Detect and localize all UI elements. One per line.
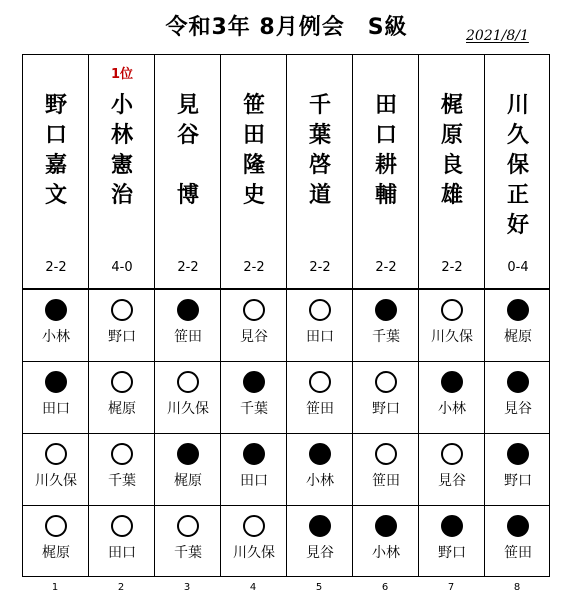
result-cell — [155, 361, 221, 433]
black-circle-icon — [243, 443, 265, 465]
player-column-6 — [353, 55, 419, 289]
opponent-name: 野口 — [372, 401, 400, 417]
player-name-char: 見 — [176, 93, 199, 118]
row-divider — [23, 433, 550, 434]
black-circle-icon — [177, 299, 199, 321]
opponent-name: 小林 — [438, 401, 466, 417]
player-score: 2-2 — [309, 260, 331, 275]
page-title: 令和3年 8月例会 S級 — [165, 15, 408, 40]
black-circle-icon — [507, 371, 529, 393]
player-column-7 — [419, 55, 485, 289]
result-cell — [485, 361, 550, 433]
white-circle-icon — [309, 299, 331, 321]
player-name-char: 田 — [374, 93, 397, 118]
player-column-8 — [485, 55, 550, 289]
opponent-name: 川久保 — [35, 473, 77, 489]
player-name-char: 嘉 — [44, 153, 67, 178]
white-circle-icon — [243, 299, 265, 321]
black-circle-icon — [507, 515, 529, 537]
black-circle-icon — [45, 299, 67, 321]
player-name-char: 好 — [506, 213, 529, 238]
opponent-name: 野口 — [438, 545, 466, 561]
black-circle-icon — [375, 515, 397, 537]
opponent-name: 梶原 — [504, 329, 532, 345]
black-circle-icon — [309, 515, 331, 537]
opponent-name: 見谷 — [438, 473, 466, 489]
player-name — [221, 91, 287, 211]
white-circle-icon — [243, 515, 265, 537]
player-name — [89, 91, 155, 211]
player-score: 2-2 — [243, 260, 265, 275]
column-number: 5 — [315, 582, 323, 593]
player-name-char: 治 — [110, 183, 133, 208]
result-cell — [287, 505, 353, 577]
opponent-name: 見谷 — [240, 329, 268, 345]
result-cell — [89, 361, 155, 433]
opponent-name: 千葉 — [108, 473, 136, 489]
result-cell — [155, 289, 221, 361]
player-name — [485, 91, 550, 241]
opponent-name: 千葉 — [372, 329, 400, 345]
player-name-char: 谷 — [176, 123, 199, 148]
white-circle-icon — [111, 515, 133, 537]
black-circle-icon — [243, 371, 265, 393]
white-circle-icon — [441, 443, 463, 465]
rank-label: 1位 — [110, 67, 134, 82]
player-name-char: 久 — [506, 123, 529, 148]
player-score: 4-0 — [111, 260, 133, 275]
result-cell — [353, 505, 419, 577]
opponent-name: 田口 — [42, 401, 70, 417]
result-cell — [287, 433, 353, 505]
opponent-name: 田口 — [306, 329, 334, 345]
column-divider — [88, 55, 89, 577]
white-circle-icon — [375, 443, 397, 465]
player-name-char: 林 — [110, 123, 133, 148]
player-name-char: 原 — [440, 123, 463, 148]
player-name-char: 輔 — [374, 183, 397, 208]
result-cell — [419, 505, 485, 577]
result-cell — [89, 433, 155, 505]
column-number: 1 — [51, 582, 59, 593]
result-cell — [353, 433, 419, 505]
player-name-char: 文 — [44, 183, 67, 208]
result-cell — [155, 505, 221, 577]
result-cell — [221, 505, 287, 577]
player-name-char: 葉 — [308, 123, 331, 148]
player-name-char: 博 — [176, 183, 199, 208]
black-circle-icon — [441, 515, 463, 537]
white-circle-icon — [375, 371, 397, 393]
column-number: 6 — [381, 582, 389, 593]
opponent-name: 川久保 — [233, 545, 275, 561]
column-number: 3 — [183, 582, 191, 593]
column-divider — [484, 55, 485, 577]
column-number: 2 — [117, 582, 125, 593]
result-cell — [419, 361, 485, 433]
player-name-char: 道 — [308, 183, 331, 208]
result-cell — [221, 289, 287, 361]
result-cell — [23, 361, 89, 433]
player-name-char: 雄 — [440, 183, 463, 208]
white-circle-icon — [177, 371, 199, 393]
result-cell — [221, 433, 287, 505]
opponent-name: 川久保 — [167, 401, 209, 417]
black-circle-icon — [45, 371, 67, 393]
white-circle-icon — [441, 299, 463, 321]
opponent-name: 梶原 — [42, 545, 70, 561]
white-circle-icon — [45, 443, 67, 465]
player-name-char: 耕 — [374, 153, 397, 178]
player-name — [353, 91, 419, 211]
opponent-name: 笹田 — [372, 473, 400, 489]
result-cell — [221, 361, 287, 433]
row-divider — [23, 288, 550, 290]
player-name-char: 正 — [506, 183, 529, 208]
player-column-1 — [23, 55, 89, 289]
white-circle-icon — [111, 371, 133, 393]
result-cell — [485, 505, 550, 577]
opponent-name: 千葉 — [240, 401, 268, 417]
player-column-5 — [287, 55, 353, 289]
column-number: 4 — [249, 582, 257, 593]
player-name-char: 良 — [440, 153, 463, 178]
result-cell — [23, 289, 89, 361]
player-name — [287, 91, 353, 211]
player-score: 2-2 — [375, 260, 397, 275]
column-divider — [352, 55, 353, 577]
opponent-name: 梶原 — [174, 473, 202, 489]
result-cell — [353, 289, 419, 361]
opponent-name: 小林 — [306, 473, 334, 489]
opponent-name: 野口 — [504, 473, 532, 489]
opponent-name: 笹田 — [306, 401, 334, 417]
result-cell — [353, 361, 419, 433]
result-cell — [155, 433, 221, 505]
result-cell — [89, 289, 155, 361]
player-column-4 — [221, 55, 287, 289]
player-score: 2-2 — [177, 260, 199, 275]
player-name-char: 史 — [242, 183, 265, 208]
result-cell — [89, 505, 155, 577]
player-name-char — [155, 151, 221, 181]
column-divider — [220, 55, 221, 577]
white-circle-icon — [309, 371, 331, 393]
result-cell — [23, 505, 89, 577]
player-name-char: 笹 — [242, 93, 265, 118]
event-date: 2021/8/1 — [466, 28, 529, 44]
column-number: 7 — [447, 582, 455, 593]
row-divider — [23, 361, 550, 362]
opponent-name: 笹田 — [174, 329, 202, 345]
player-name-char: 小 — [110, 93, 133, 118]
player-name-char: 口 — [44, 123, 67, 148]
black-circle-icon — [309, 443, 331, 465]
opponent-name: 川久保 — [431, 329, 473, 345]
white-circle-icon — [45, 515, 67, 537]
opponent-name: 田口 — [240, 473, 268, 489]
column-divider — [154, 55, 155, 577]
result-cell — [287, 361, 353, 433]
result-cell — [419, 289, 485, 361]
player-name-char: 千 — [308, 93, 331, 118]
player-score: 2-2 — [45, 260, 67, 275]
result-cell — [419, 433, 485, 505]
player-name-char: 憲 — [110, 153, 133, 178]
opponent-name: 千葉 — [174, 545, 202, 561]
black-circle-icon — [375, 299, 397, 321]
player-column-2 — [89, 55, 155, 289]
player-name-char: 梶 — [440, 93, 463, 118]
player-score: 2-2 — [441, 260, 463, 275]
row-divider — [23, 505, 550, 506]
player-column-3 — [155, 55, 221, 289]
white-circle-icon — [111, 299, 133, 321]
result-cell — [287, 289, 353, 361]
opponent-name: 小林 — [372, 545, 400, 561]
result-cell — [23, 433, 89, 505]
opponent-name: 見谷 — [504, 401, 532, 417]
opponent-name: 梶原 — [108, 401, 136, 417]
player-score: 0-4 — [507, 260, 529, 275]
player-name-char: 川 — [506, 93, 529, 118]
player-name-char: 野 — [44, 93, 67, 118]
result-cell — [485, 433, 550, 505]
white-circle-icon — [111, 443, 133, 465]
black-circle-icon — [507, 299, 529, 321]
player-name-char: 隆 — [242, 153, 265, 178]
result-cell — [485, 289, 550, 361]
black-circle-icon — [177, 443, 199, 465]
column-divider — [418, 55, 419, 577]
opponent-name: 見谷 — [306, 545, 334, 561]
player-name-char: 口 — [374, 123, 397, 148]
player-name — [155, 91, 221, 211]
opponent-name: 野口 — [108, 329, 136, 345]
opponent-name: 笹田 — [504, 545, 532, 561]
black-circle-icon — [441, 371, 463, 393]
results-board — [22, 54, 550, 577]
player-name — [23, 91, 89, 211]
opponent-name: 小林 — [42, 329, 70, 345]
column-number: 8 — [513, 582, 521, 593]
player-name-char: 啓 — [308, 153, 331, 178]
player-name-char: 保 — [506, 153, 529, 178]
column-divider — [286, 55, 287, 577]
player-name-char: 田 — [242, 123, 265, 148]
player-name — [419, 91, 485, 211]
opponent-name: 田口 — [108, 545, 136, 561]
black-circle-icon — [507, 443, 529, 465]
white-circle-icon — [177, 515, 199, 537]
